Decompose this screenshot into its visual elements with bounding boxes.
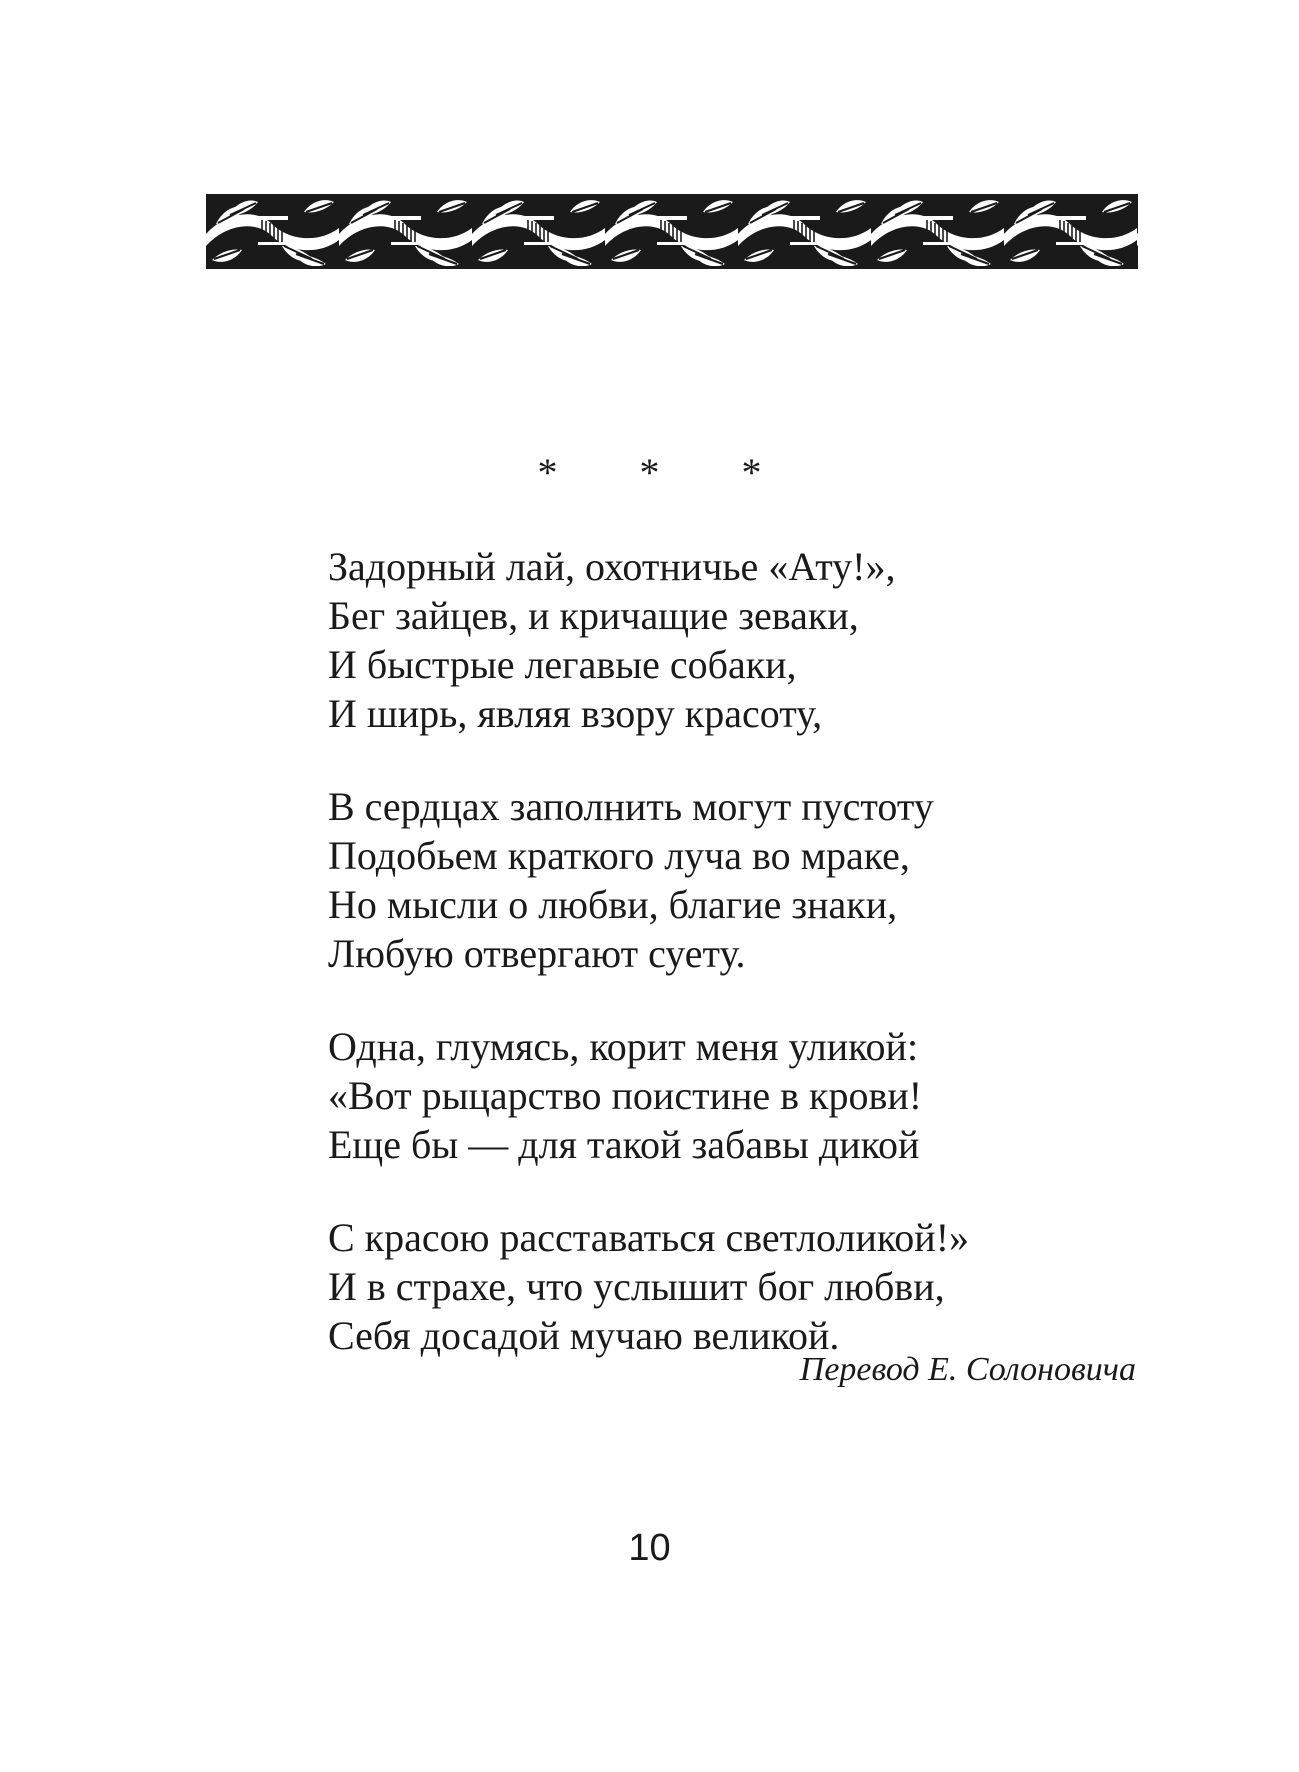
- stanza: [328, 1213, 1128, 1360]
- poem-line: Себя досадой мучаю великой.: [328, 1313, 840, 1358]
- stanza: [328, 1022, 1128, 1169]
- poem-line: Одна, глумясь, корит меня уликой:: [328, 1024, 919, 1069]
- poem-line: И в страхе, что услышит бог любви,: [328, 1264, 945, 1309]
- poem-line: В сердцах заполнить могут пустоту: [328, 784, 934, 829]
- translator-credit: Перевод Е. Солоновича: [799, 1351, 1136, 1388]
- poem: [328, 542, 1128, 1404]
- laurel-wreath-border-icon: [206, 194, 1138, 269]
- poem-line: Подобьем краткого луча во мраке,: [328, 833, 910, 878]
- poem-line: Еще бы — для такой забавы дикой: [328, 1122, 920, 1167]
- poem-line: Любую отвергают суету.: [328, 931, 746, 976]
- poem-line: С красою расставаться светлоликой!»: [328, 1215, 970, 1260]
- page-number: 10: [628, 1527, 671, 1569]
- poem-line: Задорный лай, охотничье «Ату!»,: [328, 544, 896, 589]
- poem-line: «Вот рыцарство поистине в крови!: [328, 1073, 923, 1118]
- stanza-separator: * * *: [537, 450, 798, 495]
- poem-line: И быстрые легавые собаки,: [328, 642, 797, 687]
- stanza: [328, 542, 1128, 738]
- stanza: [328, 782, 1128, 978]
- poem-line: Но мысли о любви, благие знаки,: [328, 882, 898, 927]
- poem-line: Бег зайцев, и кричащие зеваки,: [328, 593, 859, 638]
- poem-line: И ширь, являя взору красоту,: [328, 691, 823, 736]
